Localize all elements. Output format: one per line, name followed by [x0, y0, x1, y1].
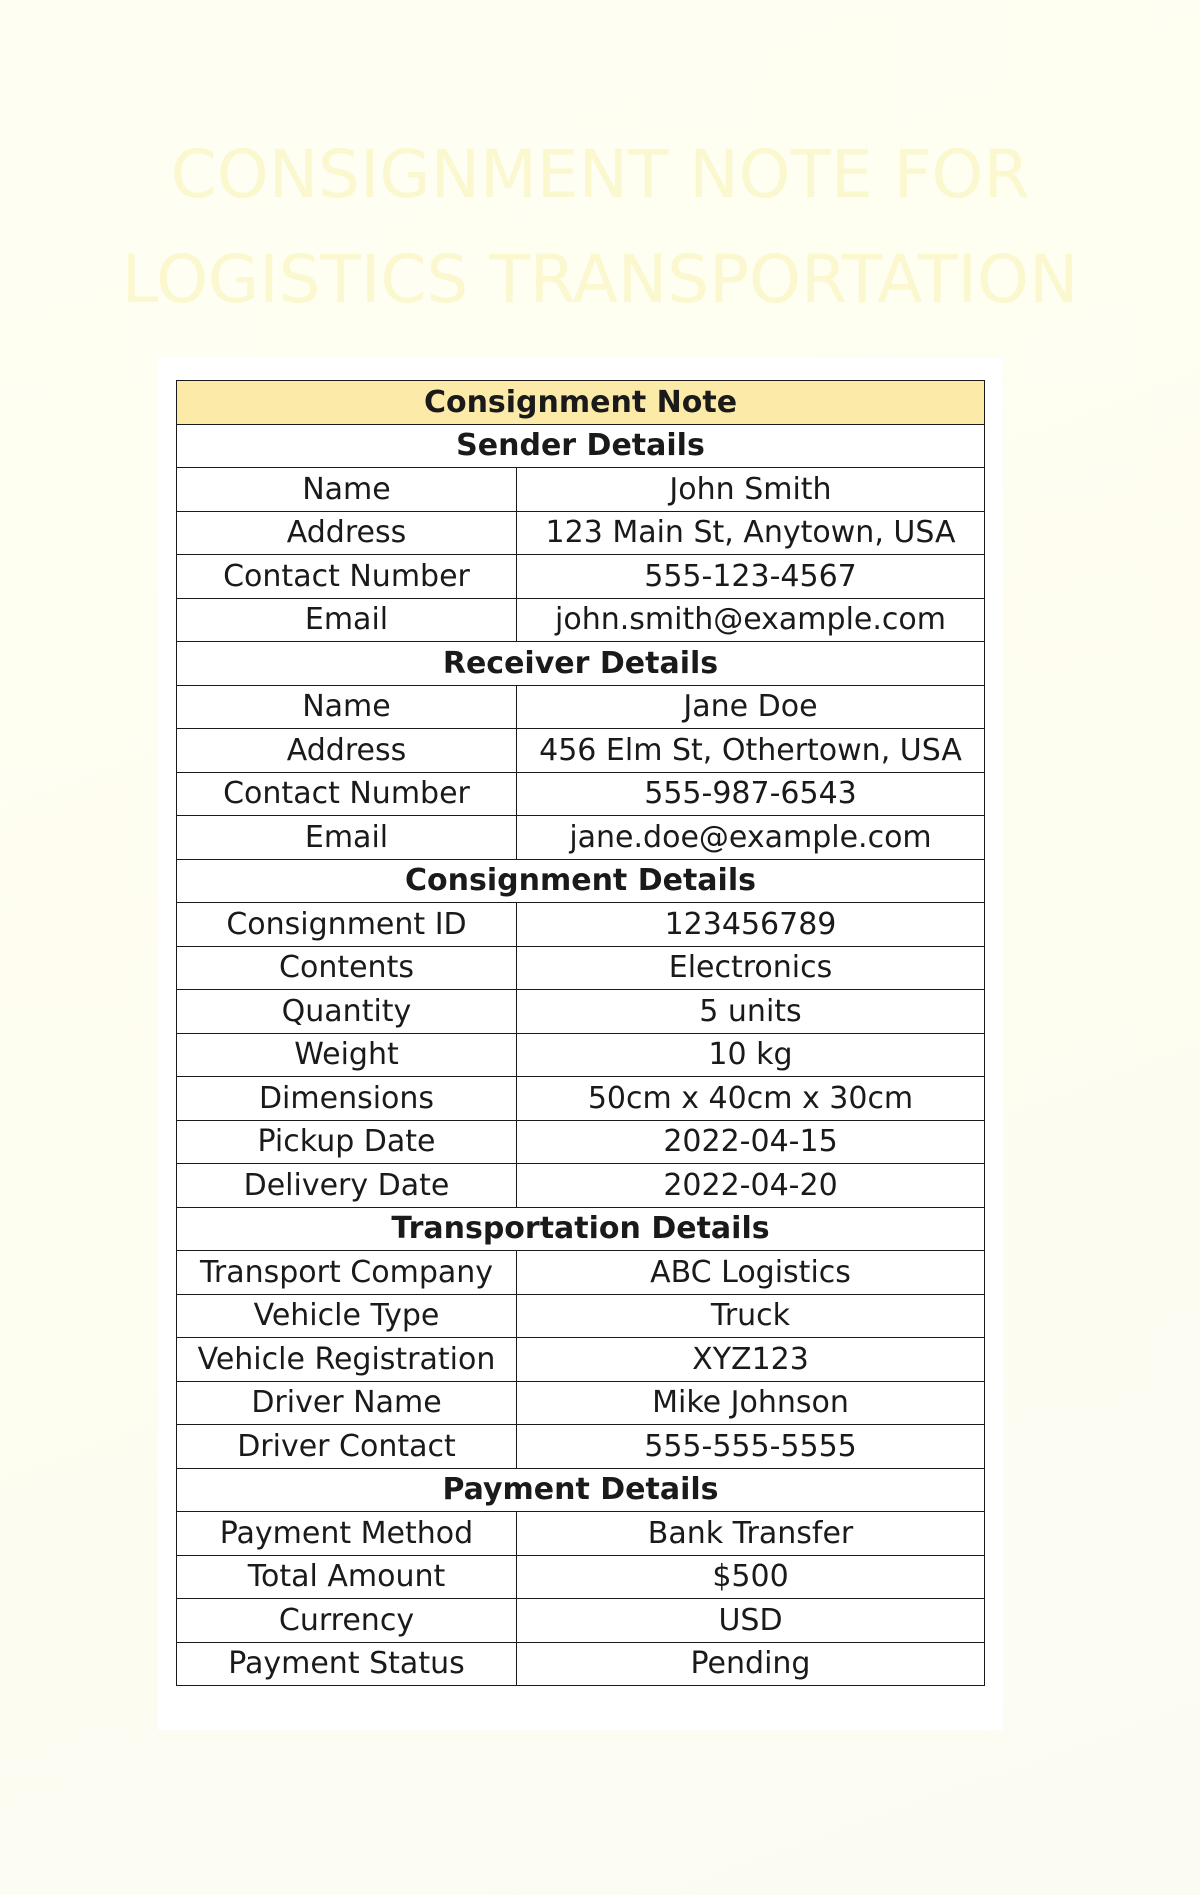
page-title: [0, 122, 1200, 332]
row-value: Truck: [517, 1294, 985, 1338]
table-row: [177, 511, 985, 555]
row-value: Bank Transfer: [517, 1512, 985, 1556]
row-label: Vehicle Type: [177, 1294, 517, 1338]
row-value: john.smith@example.com: [517, 598, 985, 642]
table-row: [177, 1555, 985, 1599]
section-header-row: [177, 1207, 985, 1251]
table-row: [177, 1425, 985, 1469]
table-header-row: [177, 381, 985, 425]
row-value: 555-555-5555: [517, 1425, 985, 1469]
table-header: Consignment Note: [177, 381, 985, 425]
row-label: Email: [177, 598, 517, 642]
row-value: XYZ123: [517, 1338, 985, 1382]
table-row: [177, 1294, 985, 1338]
row-value: 123 Main St, Anytown, USA: [517, 511, 985, 555]
row-label: Total Amount: [177, 1555, 517, 1599]
table-row: [177, 555, 985, 599]
row-value: 2022-04-20: [517, 1164, 985, 1208]
row-label: Name: [177, 468, 517, 512]
table-row: [177, 729, 985, 773]
table-row: [177, 1338, 985, 1382]
row-label: Contact Number: [177, 772, 517, 816]
section-heading: Consignment Details: [177, 859, 985, 903]
row-label: Weight: [177, 1033, 517, 1077]
row-value: John Smith: [517, 468, 985, 512]
row-label: Driver Contact: [177, 1425, 517, 1469]
section-header-row: [177, 424, 985, 468]
table-row: [177, 1077, 985, 1121]
row-label: Delivery Date: [177, 1164, 517, 1208]
section-header-row: [177, 642, 985, 686]
row-value: 50cm x 40cm x 30cm: [517, 1077, 985, 1121]
row-label: Name: [177, 685, 517, 729]
page-title-line-1: CONSIGNMENT NOTE FOR: [170, 136, 1030, 213]
table-row: [177, 1033, 985, 1077]
row-value: 5 units: [517, 990, 985, 1034]
table-row: [177, 1599, 985, 1643]
section-header-row: [177, 859, 985, 903]
table-row: [177, 1251, 985, 1295]
section-heading: Transportation Details: [177, 1207, 985, 1251]
table-row: [177, 946, 985, 990]
table-row: [177, 598, 985, 642]
row-label: Contact Number: [177, 555, 517, 599]
table-row: [177, 772, 985, 816]
row-value: jane.doe@example.com: [517, 816, 985, 860]
row-value: Mike Johnson: [517, 1381, 985, 1425]
row-value: 123456789: [517, 903, 985, 947]
row-value: USD: [517, 1599, 985, 1643]
row-label: Email: [177, 816, 517, 860]
consignment-note-body: [177, 381, 985, 1686]
row-label: Dimensions: [177, 1077, 517, 1121]
section-heading: Sender Details: [177, 424, 985, 468]
table-row: [177, 468, 985, 512]
section-heading: Payment Details: [177, 1468, 985, 1512]
row-label: Contents: [177, 946, 517, 990]
table-row: [177, 1164, 985, 1208]
table-row: [177, 816, 985, 860]
table-row: [177, 1642, 985, 1686]
row-value: Jane Doe: [517, 685, 985, 729]
row-value: 555-123-4567: [517, 555, 985, 599]
section-header-row: [177, 1468, 985, 1512]
row-label: Address: [177, 729, 517, 773]
table-row: [177, 1512, 985, 1556]
row-label: Quantity: [177, 990, 517, 1034]
consignment-note-table: [176, 380, 985, 1686]
table-row: [177, 903, 985, 947]
row-label: Payment Method: [177, 1512, 517, 1556]
row-value: ABC Logistics: [517, 1251, 985, 1295]
row-value: 555-987-6543: [517, 772, 985, 816]
row-label: Driver Name: [177, 1381, 517, 1425]
row-label: Pickup Date: [177, 1120, 517, 1164]
table-row: [177, 990, 985, 1034]
row-value: Pending: [517, 1642, 985, 1686]
row-value: 2022-04-15: [517, 1120, 985, 1164]
row-value: 456 Elm St, Othertown, USA: [517, 729, 985, 773]
row-value: $500: [517, 1555, 985, 1599]
section-heading: Receiver Details: [177, 642, 985, 686]
row-label: Address: [177, 511, 517, 555]
table-row: [177, 1120, 985, 1164]
row-value: Electronics: [517, 946, 985, 990]
page-title-line-2: LOGISTICS TRANSPORTATION: [121, 241, 1079, 318]
table-row: [177, 685, 985, 729]
row-label: Currency: [177, 1599, 517, 1643]
row-label: Payment Status: [177, 1642, 517, 1686]
row-value: 10 kg: [517, 1033, 985, 1077]
row-label: Vehicle Registration: [177, 1338, 517, 1382]
row-label: Consignment ID: [177, 903, 517, 947]
row-label: Transport Company: [177, 1251, 517, 1295]
table-row: [177, 1381, 985, 1425]
